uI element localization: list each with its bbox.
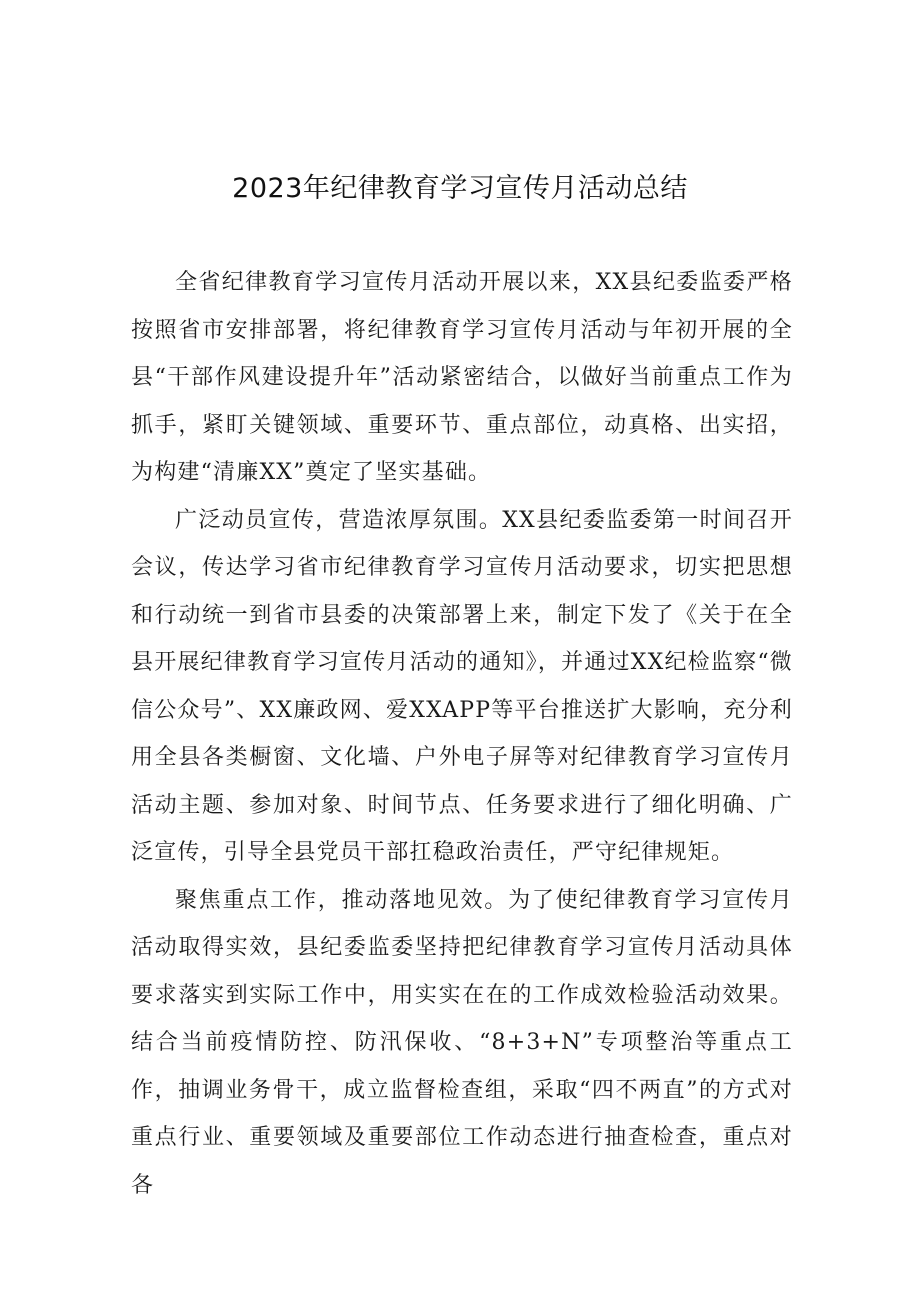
document-body	[131, 259, 793, 1209]
paragraph-intro: 全省纪律教育学习宣传月活动开展以来，XX县纪委监委严格按照省市安排部署，将纪律教育学习宣传月活动与年初开展的全县“干部作风建设提升年”活动紧密结合，以做好当前重点工作为抓手，紧盯关键领域、重要环节、重点部位，动真格、出实招，为构建“清廉XX”奠定了坚实基础。	[131, 270, 793, 485]
document-title: 2023年纪律教育学习宣传月活动总结	[232, 173, 688, 204]
paragraph-key-work: 聚焦重点工作，推动落地见效。为了使纪律教育学习宣传月活动取得实效，县纪委监委坚持把纪律教育学习宣传月活动具体要求落实到实际工作中，用实实在在的工作成效检验活动效果。结合当前疫情防控、防汛保收、“8+3+N”专项整治等重点工作，抽调业务骨干，成立监督检查组，采取“四不两直”的方式对重点行业、重要领域及重要部位工作动态进行抽查检查，重点对各	[131, 887, 793, 1198]
paragraph-publicity: 广泛动员宣传，营造浓厚氛围。XX县纪委监委第一时间召开会议，传达学习省市纪律教育学习宣传月活动要求，切实把思想和行动统一到省市县委的决策部署上来，制定下发了《关于在全县开展纪律教育学习宣传月活动的通知》，并通过XX纪检监察“微信公众号”、XX廉政网、爱XXAPP等平台推送扩大影响，充分利用全县各类橱窗、文化墙、户外电子屏等对纪律教育学习宣传月活动主题、参加对象、时间节点、任务要求进行了细化明确、广泛宣传，引导全县党员干部扛稳政治责任，严守纪律规矩。	[131, 507, 793, 865]
